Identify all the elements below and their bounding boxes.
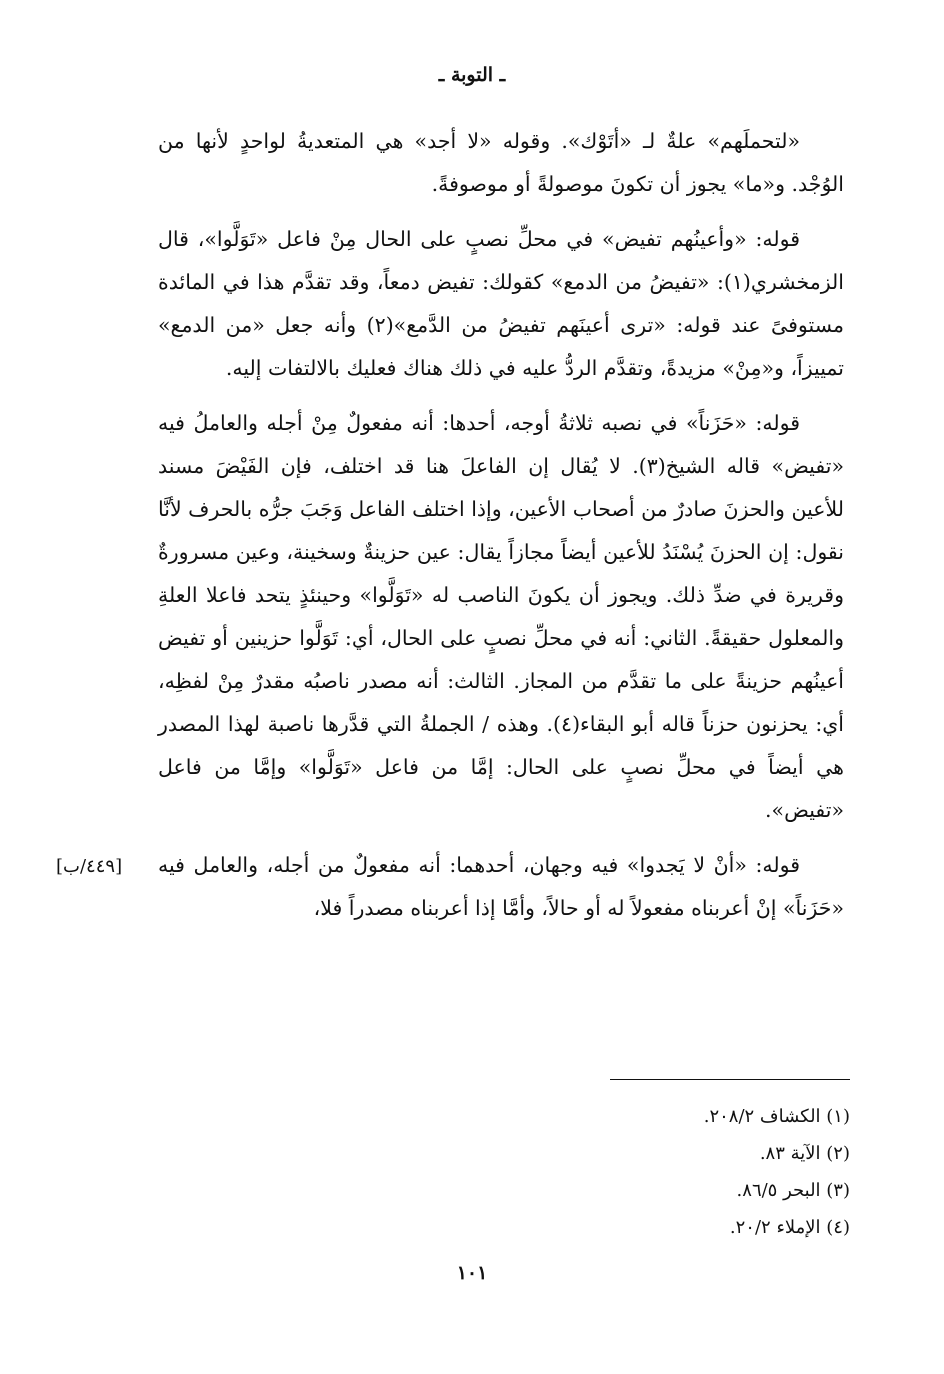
footnote-1: (١) الكشاف ٢٠٨/٢. (703, 1106, 850, 1127)
paragraph-1 (158, 120, 844, 206)
page-number: ١٠١ (456, 1262, 488, 1284)
paragraph-text: «لتحملَهم» علةٌ لـ «أتَوْك». وقوله «لا أجد» هي المتعديةُ لواحدٍ لأنها من الوُجْد. و«ما» يجوز أن تكونَ موصولةً أو موصوفةً. (158, 129, 844, 196)
footnote-divider (610, 1079, 850, 1080)
paragraph-4 (158, 844, 844, 930)
footnote-4: (٤) الإملاء ٢٠/٢. (729, 1217, 850, 1238)
footnotes (560, 1098, 850, 1246)
paragraph-text: قوله: «أنْ لا يَجدوا» فيه وجهان، أحدهما: أنه مفعولٌ من أجله، والعامل فيه «حَزَناً» إنْ أعربناه مفعولاً له أو حالاً، وأمَّا إذا أعربناه مصدراً فلا، (158, 853, 844, 920)
paragraph-text: قوله: «وأعينُهم تفيض» في محلِّ نصبٍ على الحال مِنْ فاعل «تَوَلَّوا»، قال الزمخشري(١): «تفيضُ من الدمع» كقولك: تفيض دمعاً، وقد تقدَّم هذا في المائدة مستوفىً عند قوله: «ترى أعينَهم تفيضُ من الدَّمع»(٢) وأنه جعل «من الدمع» تمييزاً، و«مِنْ» مزيدةً، وتقدَّم الردُّ عليه في ذلك هناك فعليك بالالتفات إليه. (158, 227, 844, 380)
footnote-3: (٣) البحر ٨٦/٥. (736, 1180, 850, 1201)
footnote-2: (٢) الآية ٨٣. (759, 1143, 850, 1164)
manuscript-folio-note: [٤٤٩/ب] (56, 856, 123, 877)
paragraph-2 (158, 218, 844, 390)
running-header: ـ التوبة ـ (438, 64, 506, 86)
paragraph-text: قوله: «حَزَناً» في نصبه ثلاثةُ أوجه، أحدها: أنه مفعولٌ مِنْ أجله والعاملُ فيه «تفيض» قاله الشيخ(٣). لا يُقال إن الفاعلَ هنا قد اختلف، فإن الفَيْضَ مسند للأعين والحزنَ صادرٌ من أصحاب الأعين، وإذا اختلف الفاعل وَجَبَ جرُّه بالحرف لأنَّا نقول: إن الحزنَ يُسْنَدُ للأعين أيضاً مجازاً يقال: عين حزينةٌ وسخينة، وعين مسرورةٌ وقريرة في ضدِّ ذلك. ويجوز أن يكونَ الناصب له «تَوَلَّوا» وحينئذٍ يتحد فاعلا العلةِ والمعلول حقيقةً. الثاني: أنه في محلِّ نصبٍ على الحال، أي: تَوَلَّوا حزينين أو تفيض أعينُهم حزينةً على ما تقدَّم من المجاز. الثالث: أنه مصدر ناصبُه مقدرٌ مِنْ لفظِه، أي: يحزنون حزناً قاله أبو البقاء(٤). وهذه / الجملةُ التي قدَّرها ناصبة لهذا المصدر هي أيضاً في محلِّ نصبٍ على الحال: إمَّا من فاعل «تَوَلَّوا» وإمَّا من فاعل «تفيض». (158, 411, 844, 822)
main-text (158, 120, 844, 942)
paragraph-3 (158, 402, 844, 832)
